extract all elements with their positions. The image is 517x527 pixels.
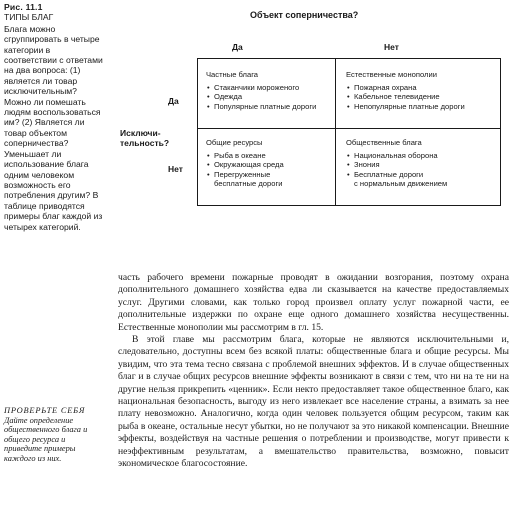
cell-item: • Перегруженные <box>206 170 284 180</box>
row-axis-question-line1: Исключи- <box>120 128 161 138</box>
cell-title: Общественные блага <box>346 138 422 147</box>
cell-item-text: с нормальным движением <box>354 179 448 189</box>
cell-item: • Одежда <box>206 92 316 102</box>
row-header-no: Нет <box>168 164 183 174</box>
figure-caption <box>4 2 104 232</box>
cell-item: • Непопулярные платные дороги <box>346 102 465 112</box>
cell-item: • Бесплатные дороги <box>346 170 447 180</box>
figure-label: Рис. 11.1 <box>4 2 43 12</box>
cell-natural-monopolies <box>346 70 465 111</box>
cell-item: • Кабельное телевидение <box>346 92 465 102</box>
check-yourself-text: Дайте определение общественного блага и общего ресурса и приведите примеры каждого из них. <box>4 415 88 463</box>
column-header-no: Нет <box>384 42 399 52</box>
row-axis-question-line2: тельность? <box>120 138 170 148</box>
cell-title: Естественные монополии <box>346 70 437 79</box>
check-yourself-box <box>4 406 104 464</box>
cell-item-continuation <box>346 179 447 189</box>
cell-public-goods <box>346 138 447 189</box>
column-header-yes: Да <box>232 42 243 52</box>
cell-title: Частные блага <box>206 70 259 79</box>
diagram-title: Объект соперничества? <box>250 10 359 20</box>
cell-item-text: бесплатные дороги <box>214 179 283 189</box>
cell-item: • Рыба в океане <box>206 151 284 161</box>
cell-item-continuation <box>206 179 284 189</box>
row-header-yes: Да <box>168 96 179 106</box>
cell-private-goods <box>206 70 316 111</box>
row-axis-question <box>120 128 169 148</box>
cell-item: • Окружающая среда <box>206 160 284 170</box>
cell-title: Общие ресурсы <box>206 138 263 147</box>
body-text <box>118 272 509 471</box>
cell-item: • Знония <box>346 160 447 170</box>
cell-item: • Популярные платные дороги <box>206 102 316 112</box>
cell-item: • Национальная оборона <box>346 151 447 161</box>
cell-common-resources <box>206 138 284 189</box>
grid-vertical-divider <box>335 58 336 206</box>
figure-title: ТИПЫ БЛАГ <box>4 12 54 23</box>
figure-caption-text: Блага можно сгруппировать в четыре категории в соответствии с ответами на два вопроса: (1) является ли товар исключительным? Можно ли помешать людям воспользоваться им? (2) Является ли товар объектом соперничества? Уменьшает ли использование блага одним человеком возможность его потребления другим? В таблице приводятся примеры благ каждой из четырех категорий. <box>4 23 103 232</box>
paragraph: В этой главе мы рассмотрим блага, которые не являются исключительными и, следовательно, доступны всем без всякой платы: общественные блага и общие ресурсы. Мы увидим, что эта тема тесно связана с проблемой внешних эффектов. И в случае общественных благ и в случае общих ресурсов внешние эффекты возникают в связи с тем, что ни на те ни на другие нельзя прикрепить «ценник». Если некто предоставляет такое общественное благо, как национальная безопасность, выгоду из него извлекает все население страны, а взимать за нее плату невозможно. Аналогично, когда один человек пользуется общим ресурсом, таким как рыба в океане, остальные несут убытки, но не получают за это никакой компенсации. Внешние эффекты, воздействуя на частные решения о потреблении и производстве, могут привести к неэффективным результатам, а вмешательство правительства, возможно, повысит экономическое благосостояние. <box>118 334 509 470</box>
check-yourself-heading: ПРОВЕРЬТЕ СЕБЯ <box>4 406 86 415</box>
paragraph: часть рабочего времени пожарные проводят в ожидании возгорания, поэтому охрана дополнительного домашнего хозяйства едва ли сказывается на качестве предоставляемых услуг. Другими словами, как только город произвел оплату услуг пожарной части, ее дополнительные издержки по охране еще одного домашнего хозяйства несущественны. Естественные монополии мы рассмотрим в гл. 15. <box>118 272 509 333</box>
cell-item: • Пожарная охрана <box>346 83 465 93</box>
grid-horizontal-divider <box>197 128 501 129</box>
cell-item: • Стаканчики мороженого <box>206 83 316 93</box>
